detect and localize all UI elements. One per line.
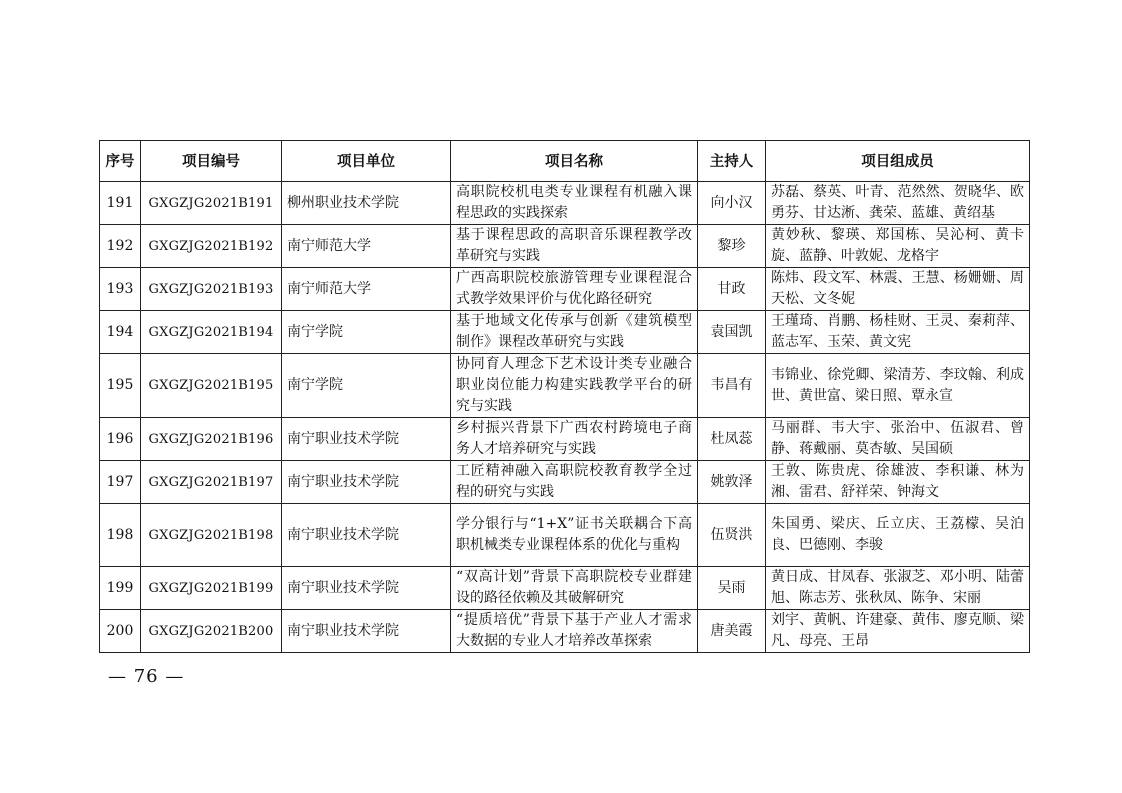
cell-leader: 姚敦泽 (698, 461, 766, 504)
table-row (100, 268, 1030, 311)
cell-leader: 韦昌有 (698, 354, 766, 418)
table-header (100, 141, 1030, 182)
table-row (100, 418, 1030, 461)
cell-project-unit: 南宁学院 (282, 354, 451, 418)
cell-members: 苏磊、蔡英、叶青、范然然、贺晓华、欧勇芬、甘达淅、龚荣、蓝雄、黄绍基 (766, 182, 1030, 225)
cell-members: 黄日成、甘凤春、张淑芝、邓小明、陆蕾旭、陈志芳、张秋凤、陈争、宋丽 (766, 567, 1030, 610)
cell-project-name: 乡村振兴背景下广西农村跨境电子商务人才培养研究与实践 (451, 418, 698, 461)
project-table (99, 140, 1030, 653)
table-row (100, 182, 1030, 225)
table-row (100, 504, 1030, 567)
cell-project-code: GXGZJG2021B200 (141, 610, 282, 653)
cell-project-name: “提质培优”背景下基于产业人才需求大数据的专业人才培养改革探索 (451, 610, 698, 653)
cell-project-name: 基于地域文化传承与创新《建筑模型制作》课程改革研究与实践 (451, 311, 698, 354)
cell-seq: 195 (100, 354, 141, 418)
cell-project-unit: 柳州职业技术学院 (282, 182, 451, 225)
cell-project-name: 工匠精神融入高职院校教育教学全过程的研究与实践 (451, 461, 698, 504)
cell-members: 刘宇、黄帆、许建豪、黄伟、廖克顺、梁凡、母亮、王昂 (766, 610, 1030, 653)
header-members: 项目组成员 (766, 141, 1030, 182)
page-number: — 76 — (108, 666, 185, 687)
cell-leader: 伍贤洪 (698, 504, 766, 567)
header-seq: 序号 (100, 141, 141, 182)
cell-project-unit: 南宁职业技术学院 (282, 461, 451, 504)
table-row (100, 354, 1030, 418)
header-project-unit: 项目单位 (282, 141, 451, 182)
cell-project-code: GXGZJG2021B194 (141, 311, 282, 354)
cell-project-unit: 南宁职业技术学院 (282, 610, 451, 653)
cell-seq: 199 (100, 567, 141, 610)
cell-project-unit: 南宁职业技术学院 (282, 418, 451, 461)
cell-seq: 198 (100, 504, 141, 567)
cell-seq: 197 (100, 461, 141, 504)
cell-leader: 黎珍 (698, 225, 766, 268)
header-leader: 主持人 (698, 141, 766, 182)
cell-members: 马丽群、韦大宇、张治中、伍淑君、曾静、蒋戴丽、莫杏敏、吴国硕 (766, 418, 1030, 461)
cell-project-code: GXGZJG2021B196 (141, 418, 282, 461)
cell-project-name: 学分银行与“1+X”证书关联耦合下高职机械类专业课程体系的优化与重构 (451, 504, 698, 567)
cell-project-name: 高职院校机电类专业课程有机融入课程思政的实践探索 (451, 182, 698, 225)
cell-members: 王敦、陈贵虎、徐雄波、李积谦、林为湘、雷君、舒祥荣、钟海文 (766, 461, 1030, 504)
cell-leader: 袁国凯 (698, 311, 766, 354)
header-project-code: 项目编号 (141, 141, 282, 182)
cell-seq: 192 (100, 225, 141, 268)
table-row (100, 567, 1030, 610)
header-project-name: 项目名称 (451, 141, 698, 182)
cell-project-name: 协同育人理念下艺术设计类专业融合职业岗位能力构建实践教学平台的研究与实践 (451, 354, 698, 418)
cell-leader: 唐美霞 (698, 610, 766, 653)
table-row (100, 311, 1030, 354)
cell-project-unit: 南宁职业技术学院 (282, 504, 451, 567)
cell-project-code: GXGZJG2021B197 (141, 461, 282, 504)
cell-project-code: GXGZJG2021B192 (141, 225, 282, 268)
cell-members: 王瑾琦、肖鹏、杨桂财、王灵、秦莉萍、蓝志军、玉荣、黄文宪 (766, 311, 1030, 354)
cell-project-name: 基于课程思政的高职音乐课程教学改革研究与实践 (451, 225, 698, 268)
cell-project-name: 广西高职院校旅游管理专业课程混合式教学效果评价与优化路径研究 (451, 268, 698, 311)
cell-members: 黄妙秋、黎瑛、郑国栋、吴沁柯、黄卡旋、蓝静、叶敦妮、龙格宇 (766, 225, 1030, 268)
cell-project-code: GXGZJG2021B199 (141, 567, 282, 610)
cell-leader: 向小汉 (698, 182, 766, 225)
cell-seq: 196 (100, 418, 141, 461)
cell-project-unit: 南宁师范大学 (282, 225, 451, 268)
table-row (100, 461, 1030, 504)
cell-leader: 杜凤蕊 (698, 418, 766, 461)
cell-project-unit: 南宁职业技术学院 (282, 567, 451, 610)
cell-members: 朱国勇、梁庆、丘立庆、王荔檬、吴泊良、巴德刚、李骏 (766, 504, 1030, 567)
cell-project-code: GXGZJG2021B191 (141, 182, 282, 225)
cell-members: 陈炜、段文军、林震、王慧、杨姗姗、周天松、文冬妮 (766, 268, 1030, 311)
cell-seq: 191 (100, 182, 141, 225)
cell-project-code: GXGZJG2021B198 (141, 504, 282, 567)
cell-seq: 193 (100, 268, 141, 311)
cell-members: 韦锦业、徐党卿、梁清芳、李玟翰、利成世、黄世富、梁日照、覃永宣 (766, 354, 1030, 418)
table-row (100, 610, 1030, 653)
cell-leader: 吴雨 (698, 567, 766, 610)
cell-project-unit: 南宁师范大学 (282, 268, 451, 311)
cell-project-code: GXGZJG2021B193 (141, 268, 282, 311)
table-row (100, 225, 1030, 268)
cell-project-unit: 南宁学院 (282, 311, 451, 354)
cell-leader: 甘政 (698, 268, 766, 311)
cell-project-name: “双高计划”背景下高职院校专业群建设的路径依赖及其破解研究 (451, 567, 698, 610)
cell-seq: 194 (100, 311, 141, 354)
cell-seq: 200 (100, 610, 141, 653)
cell-project-code: GXGZJG2021B195 (141, 354, 282, 418)
table-body (100, 182, 1030, 653)
